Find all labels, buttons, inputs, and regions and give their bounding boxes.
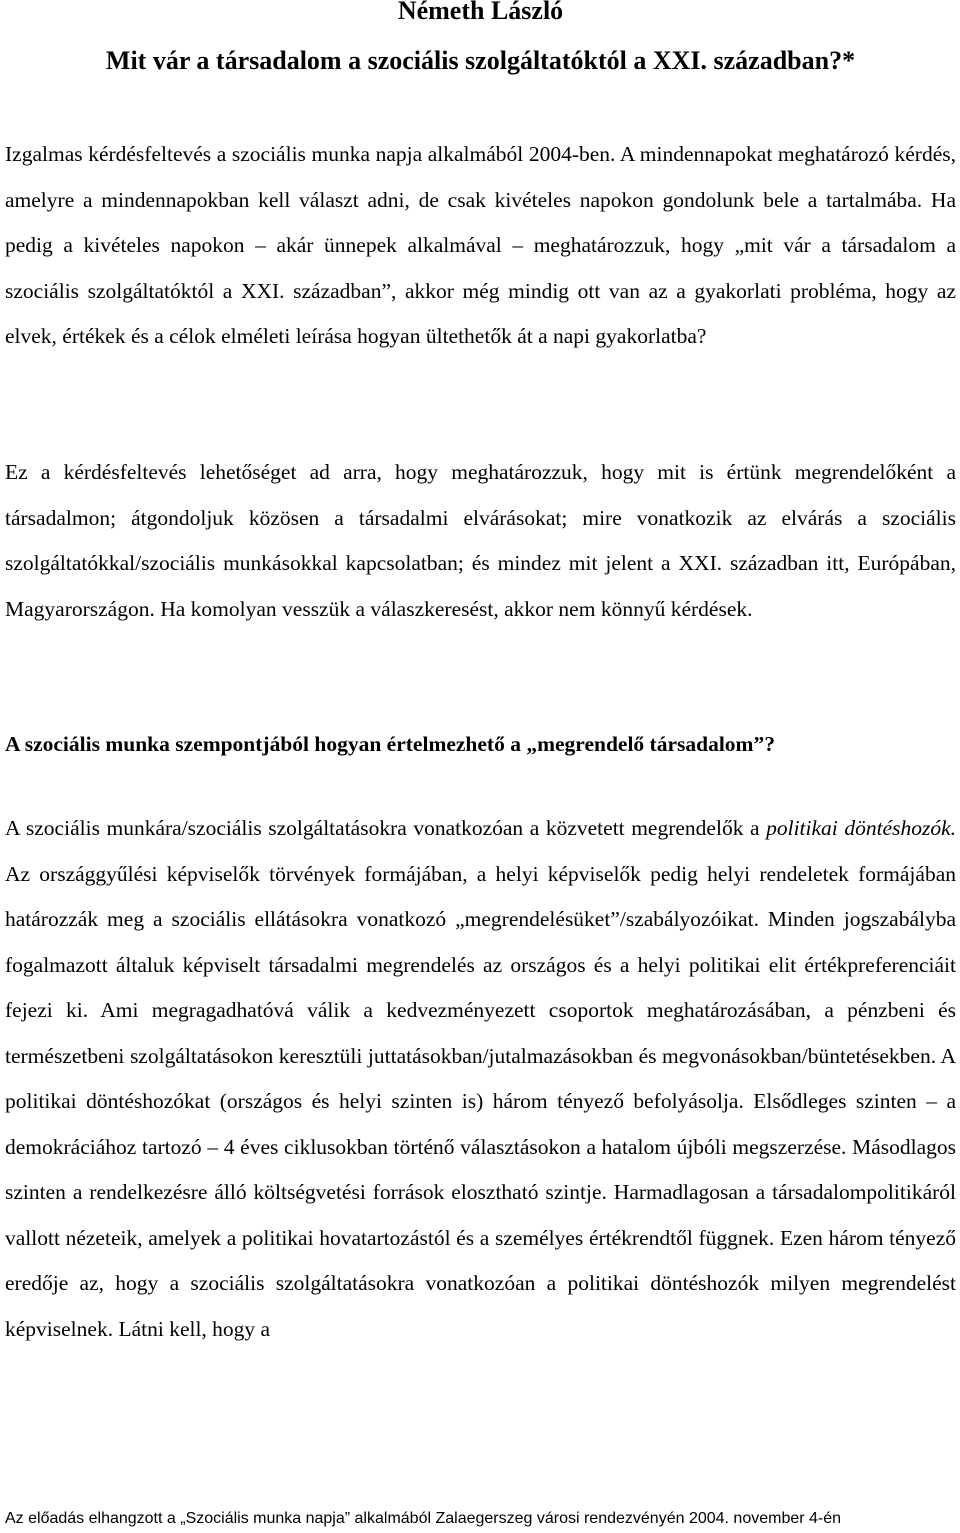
author-name: Németh László	[397, 0, 564, 25]
section-heading: A szociális munka szempontjából hogyan értelmezhető a „megrendelő társadalom”?	[5, 732, 775, 756]
paragraph-policy-text-2: Az országgyűlési képviselők törvények formájában, a helyi képviselők pedig helyi rendeletek formájában határozzák meg a szociális ellátásokra vonatkozó „megrendelésüket”/szabályozóikat. Minden jogszabályba fogalmazott általuk képviselt társadalmi megrendelés az országos és a helyi politikai elit értékpreferenciáit fejezi ki. Ami megragadhatóvá válik a kedvezményezett csoportok meghatározásában, a pénzbeni és természetbeni szolgáltatásokon keresztüli juttatásokban/jutalmazásokban és megvonásokban/büntetésekben. A politikai döntéshozókat (országos és helyi szinten is) három tényező befolyásolja. Elsődleges szinten – a demokráciához tartozó – 4 éves ciklusokban történő választásokon a hatalom újbóli megszerzése. Másodlagos szinten a rendelkezésre álló költségvetési források elosztható szintje. Harmadlagosan a társadalompolitikáról vallott nézeteik, amelyek a politikai hovatartozástól és a személyes értékrendtől függnek. Ezen három tényező eredője az, hogy a szociális szolgáltatásokra vonatkozóan a politikai döntéshozók milyen megrendelést képviselnek. Látni kell, hogy a	[5, 861, 956, 1341]
paragraph-policy-text-1: A szociális munkára/szociális szolgáltatásokra vonatkozóan a közvetett megrendelők a	[5, 816, 767, 840]
paragraph-intro: Izgalmas kérdésfeltevés a szociális munka napja alkalmából 2004-ben. A mindennapokat meghatározó kérdés, amelyre a mindennapokban kell választ adni, de csak kivételes napokon gondolunk bele a tartalmába. Ha pedig a kivételes napokon – akár ünnepek alkalmával – meghatározzuk, hogy „mit vár a társadalom a szociális szolgáltatóktól a XXI. században”, akkor még mindig ott van az a gyakorlati probléma, hogy az elvek, értékek és a célok elméleti leírása hogyan ültethetők át a napi gyakorlatba?	[5, 142, 956, 348]
footnote: Az előadás elhangzott a „Szociális munka napja” alkalmából Zalaegerszeg városi rendezvényén 2004. november 4-én	[5, 1510, 842, 1527]
paragraph-question: Ez a kérdésfeltevés lehetőséget ad arra, hogy meghatározzuk, hogy mit is értünk megrendelőként a társadalmon; átgondoljuk közösen a társadalmi elvárásokat; mire vonatkozik az elvárás a szociális szolgáltatókkal/szociális munkásokkal kapcsolatban; és mindez mit jelent a XXI. században itt, Európában, Magyarországon. Ha komolyan vesszük a válaszkeresést, akkor nem könnyű kérdések.	[5, 460, 956, 621]
paragraph-policy-makers	[5, 806, 956, 1352]
document-title: Mit vár a társadalom a szociális szolgáltatóktól a XXI. században?*	[105, 46, 856, 75]
paragraph-policy-emphasis: politikai döntéshozók.	[766, 816, 956, 840]
